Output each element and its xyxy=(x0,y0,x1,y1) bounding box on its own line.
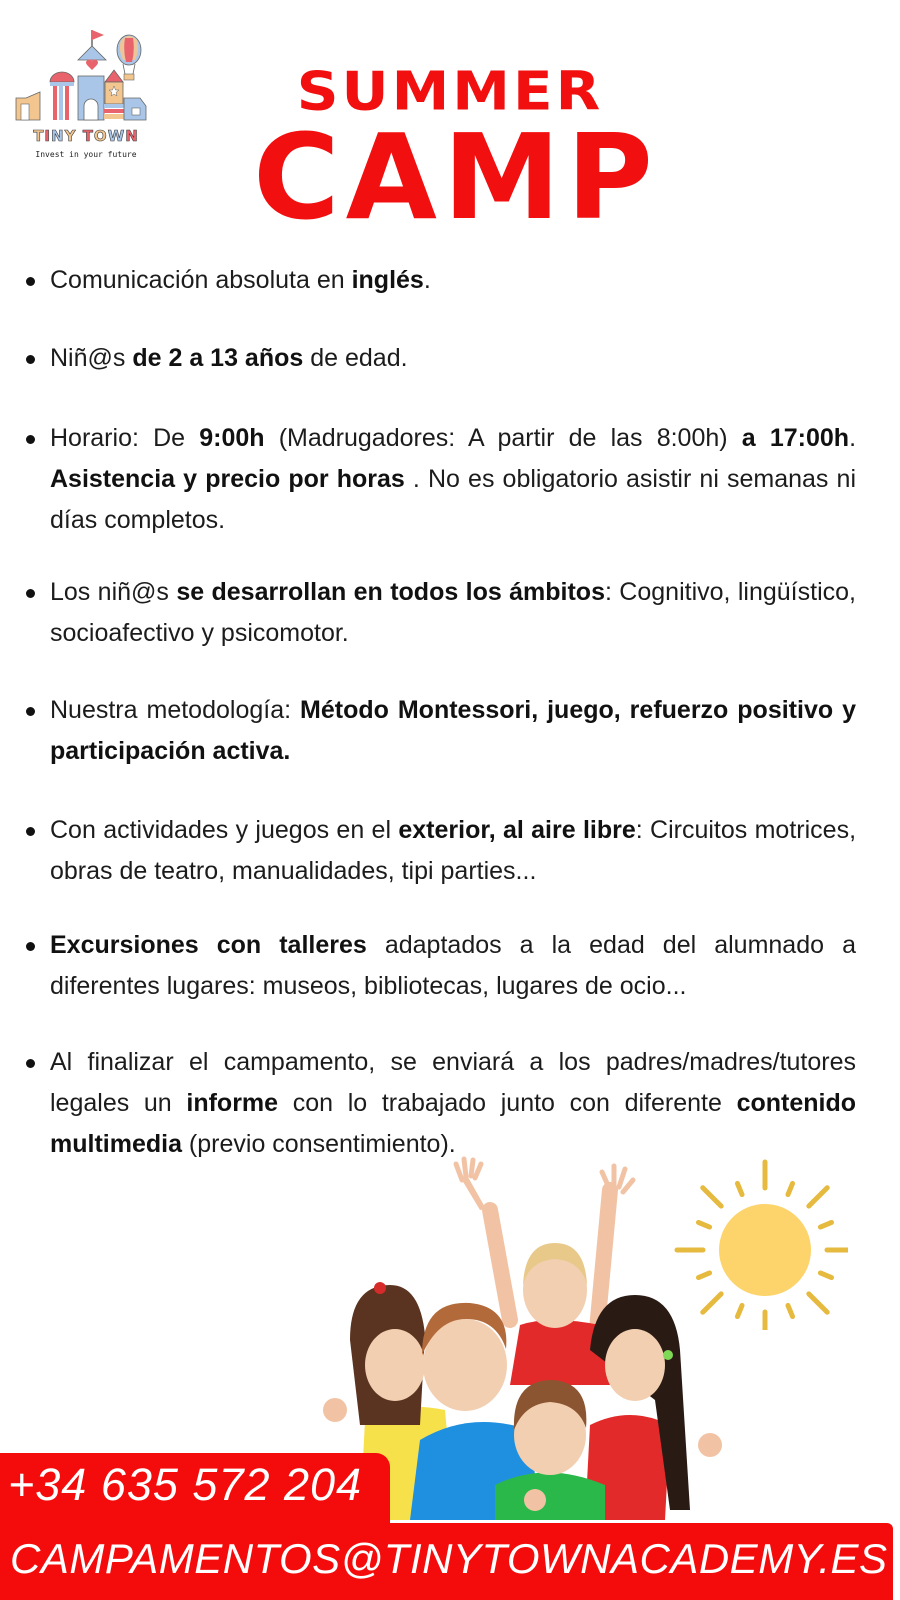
bold-text: Excursiones con talleres xyxy=(50,931,367,959)
text: Horario: De xyxy=(50,424,200,452)
text: : Cognitivo, lingüístico, socioafectivo y psicomotor. xyxy=(50,578,856,647)
text: . xyxy=(423,266,431,294)
title-camp: CAMP xyxy=(253,108,659,246)
phone-banner[interactable] xyxy=(0,1453,390,1523)
list-item xyxy=(50,338,856,379)
list-item xyxy=(50,572,856,654)
text: . No es obligatorio asistir ni semanas ni días completos. xyxy=(50,465,857,534)
text: Al finalizar el campamento, se enviará a los padres/madres/tutores legales un xyxy=(50,1048,856,1117)
text: Los niñ@s xyxy=(50,578,177,606)
bold-text: Método Montessori, juego, refuerzo positivo y participación activa. xyxy=(50,696,856,765)
text: (previo consentimiento). xyxy=(181,1130,456,1158)
bold-text: informe xyxy=(186,1089,279,1117)
logo-tagline: Invest in your future xyxy=(35,150,137,159)
email-address[interactable]: CAMPAMENTOS@TINYTOWNACADEMY.ES xyxy=(10,1535,888,1582)
text: Con actividades y juegos en el xyxy=(50,816,399,844)
text: Comunicación absoluta en xyxy=(50,266,352,294)
list-item xyxy=(50,925,856,1007)
title-summer: SUMMER xyxy=(296,59,604,123)
text: Nuestra metodología: xyxy=(50,696,301,724)
bold-text: contenido multimedia xyxy=(50,1089,856,1158)
bold-text: a 17:00h xyxy=(741,424,850,452)
email-banner[interactable] xyxy=(0,1523,893,1600)
text: adaptados a la edad del alumnado a diferentes lugares: museos, bibliotecas, lugares de ocio... xyxy=(50,931,856,1000)
bold-text: inglés xyxy=(351,266,424,294)
castle-icon xyxy=(12,24,152,128)
tiny-town-logo xyxy=(12,24,152,164)
bold-text: exterior, al aire libre xyxy=(398,816,636,844)
list-item xyxy=(50,690,856,772)
bold-text: de 2 a 13 años xyxy=(132,344,304,372)
text: . xyxy=(849,424,857,452)
bold-text: se desarrollan en todos los ámbitos xyxy=(176,578,605,606)
list-item xyxy=(50,810,856,892)
text: : Circuitos motrices, obras de teatro, manualidades, tipi parties... xyxy=(50,816,857,885)
logo-name: TINY TOWN xyxy=(33,127,139,145)
text: Niñ@s xyxy=(50,344,133,372)
text: (Madrugadores: A partir de las 8:00h) xyxy=(264,424,742,452)
list-item xyxy=(50,260,856,301)
bold-text: 9:00h xyxy=(199,424,265,452)
text: con lo trabajado junto con diferente xyxy=(278,1089,737,1117)
bold-text: Asistencia y precio por horas xyxy=(50,465,405,493)
phone-number[interactable]: +34 635 572 204 xyxy=(8,1459,363,1510)
text: de edad. xyxy=(303,344,408,372)
list-item xyxy=(50,418,856,541)
